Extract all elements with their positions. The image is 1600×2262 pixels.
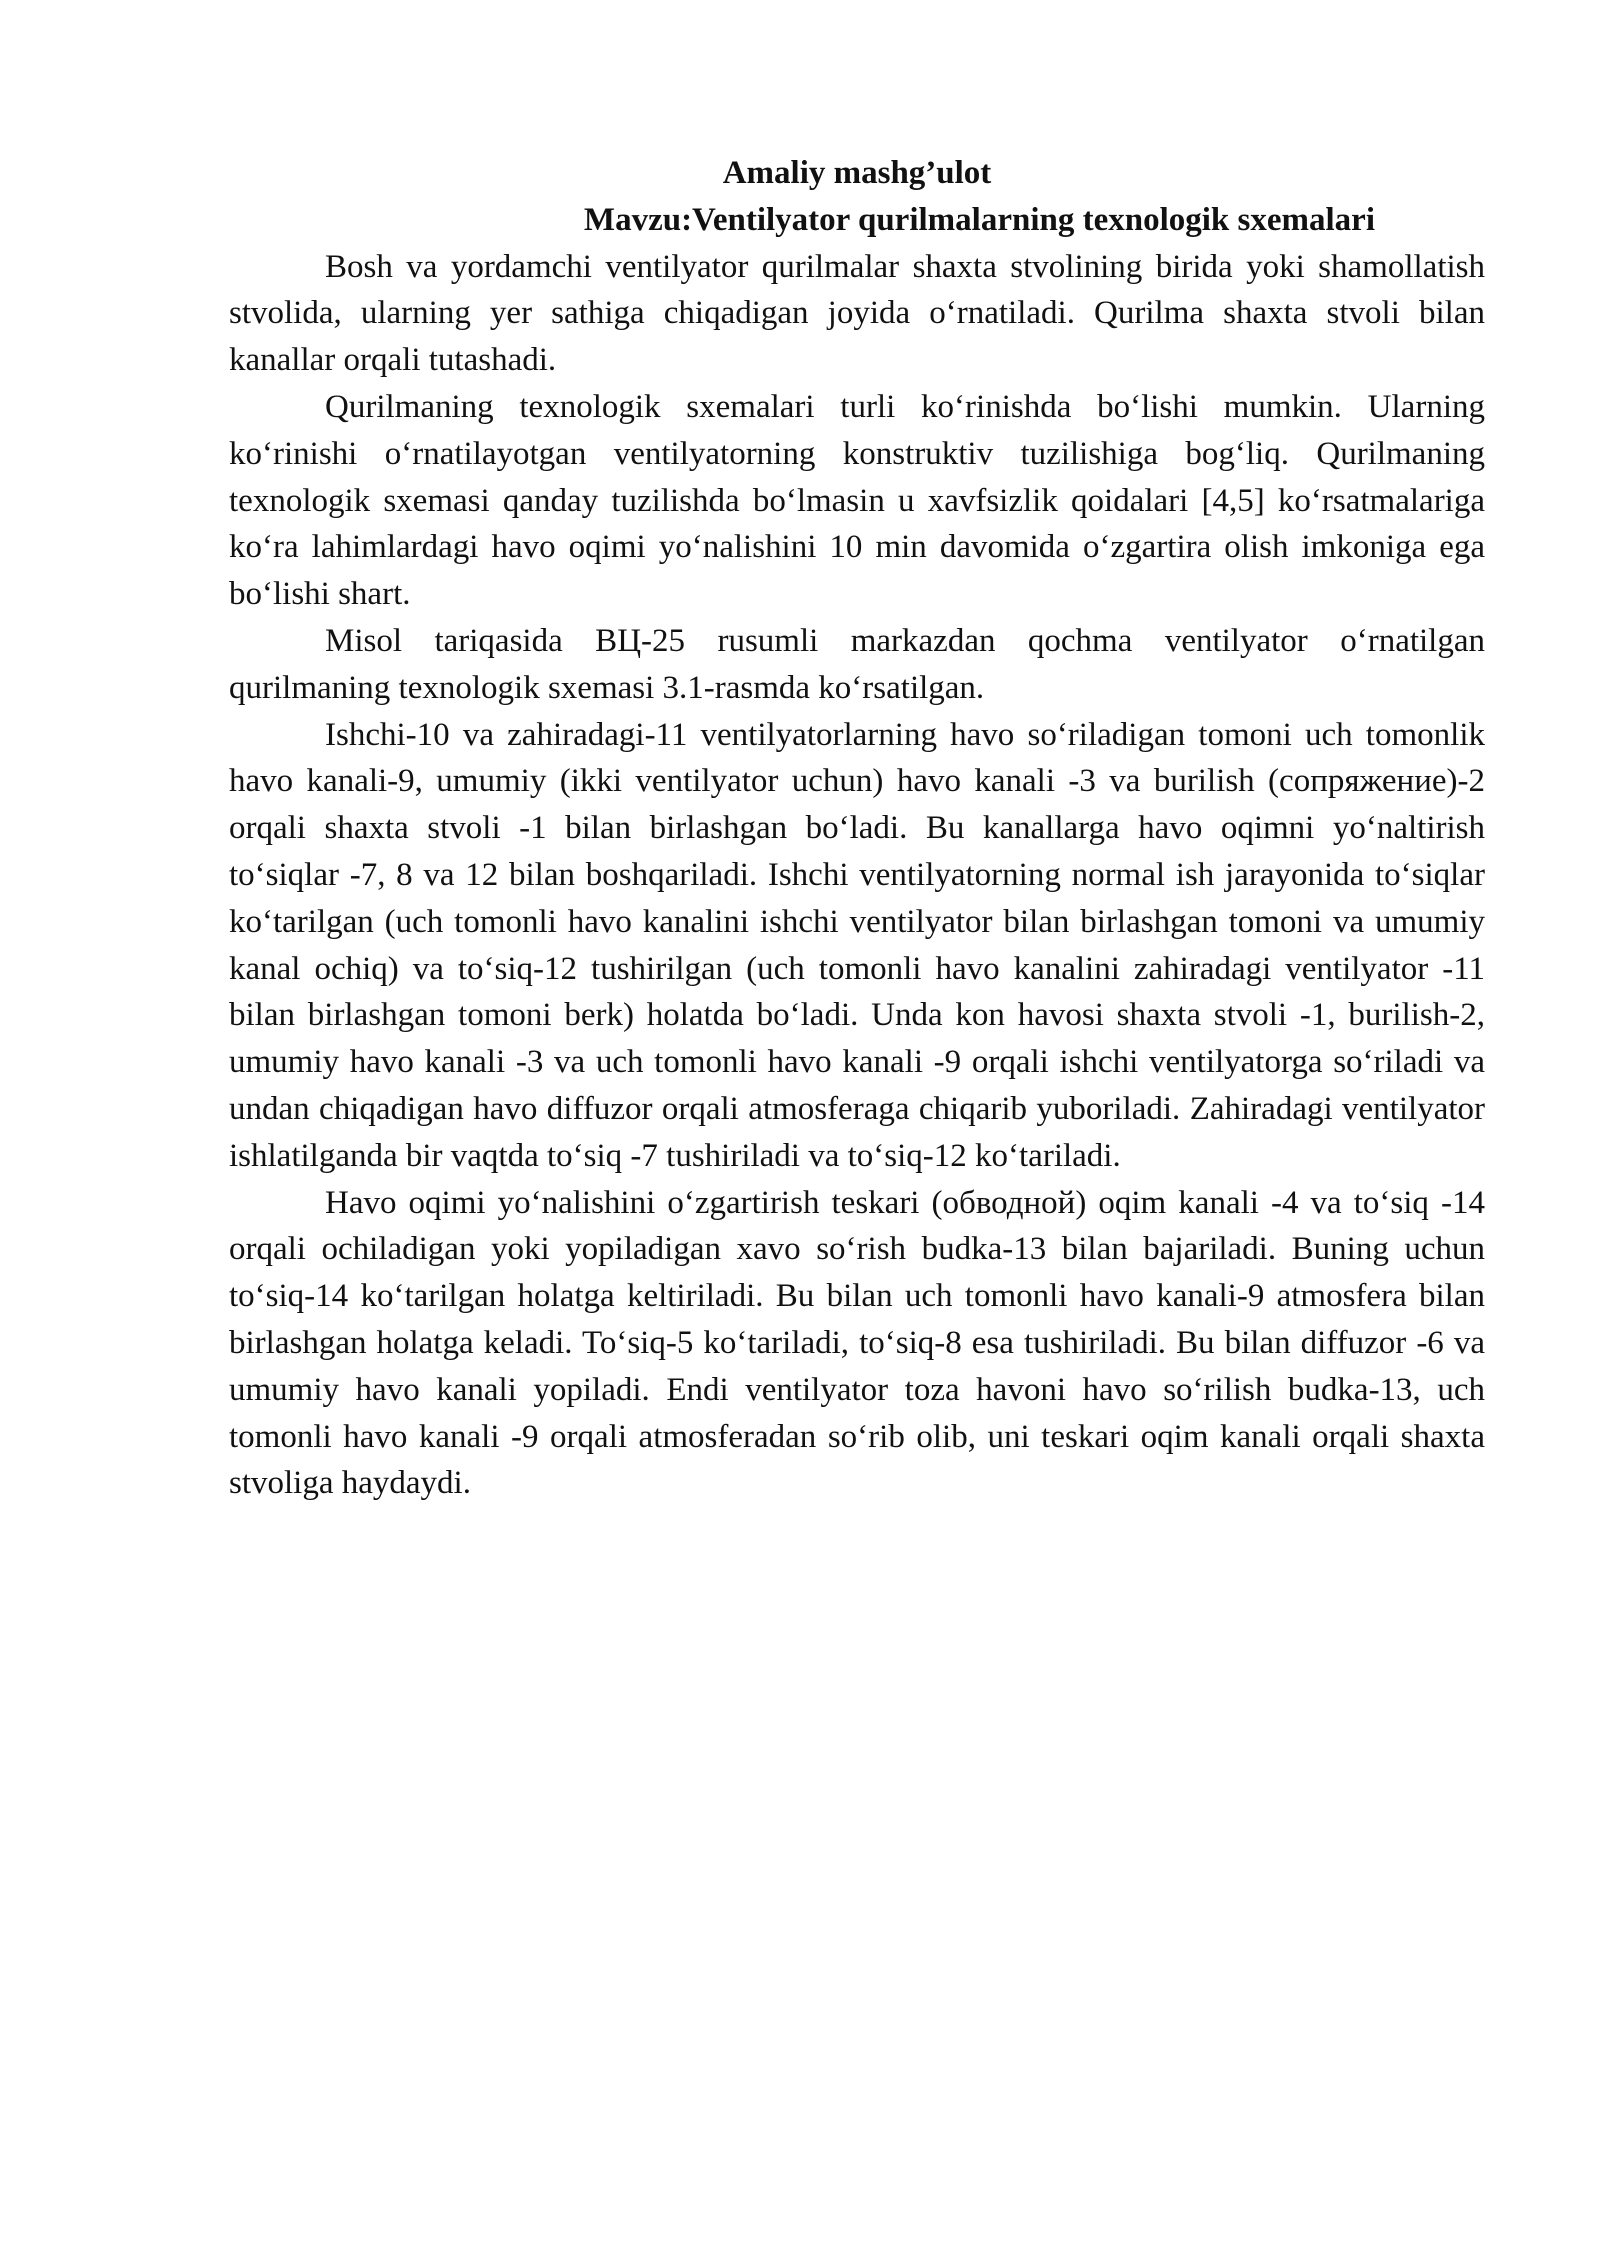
paragraph: Ishchi-10 va zahiradagi-11 ventilyatorlarning havo so‘riladigan tomoni uch tomonlik havo kanali-9, umumiy (ikki ventilyator uchun) havo kanali -3 va burilish (сопряжение)-2 orqali shaxta stvoli -1 bilan birlashgan bo‘ladi. Bu kanallarga havo oqimni yo‘naltirish to‘siqlar -7, 8 va 12 bilan boshqariladi. Ishchi ventilyatorning normal ish jarayonida to‘siqlar ko‘tarilgan (uch tomonli havo kanalini ishchi ventilyator bilan birlashgan tomoni va umumiy kanal ochiq) va to‘siq-12 tushirilgan (uch tomonli havo kanalini zahiradagi ventilyator -11 bilan birlashgan tomoni berk) holatda bo‘ladi. Unda kon havosi shaxta stvoli -1, burilish-2, umumiy havo kanali -3 va uch tomonli havo kanali -9 orqali ishchi ventilyatorga so‘riladi va undan chiqadigan havo diffuzor orqali atmosferaga chiqarib yuboriladi. Zahiradagi ventilyator ishlatilganda bir vaqtda to‘siq -7 tushiriladi va to‘siq-12 ko‘tariladi. [229, 716, 1485, 1174]
paragraph: Qurilmaning texnologik sxemalari turli ko‘rinishda bo‘lishi mumkin. Ularning ko‘rinishi o‘rnatilayotgan ventilyatorning konstruktiv tuzilishiga bog‘liq. Qurilmaning texnologik sxemasi qanday tuzilishda bo‘lmasin u xavfsizlik qoidalari [4,5] ko‘rsatmalariga ko‘ra lahimlardagi havo oqimi yo‘nalishini 10 min davomida o‘zgartira olish imkoniga ega bo‘lishi shart. [229, 388, 1485, 613]
paragraph: Havo oqimi yo‘nalishini o‘zgartirish teskari (обводной) oqim kanali -4 va to‘siq -14 orqali ochiladigan yoki yopiladigan xavo so‘rish budka-13 bilan bajariladi. Buning uchun to‘siq-14 ko‘tarilgan holatga keltiriladi. Bu bilan uch tomonli havo kanali-9 atmosfera bilan birlashgan holatga keladi. To‘siq-5 ko‘tariladi, to‘siq-8 esa tushiriladi. Bu bilan diffuzor -6 va umumiy havo kanali yopiladi. Endi ventilyator toza havoni havo so‘rilish budka-13, uch tomonli havo kanali -9 orqali atmosferadan so‘rib olib, uni teskari oqim kanali orqali shaxta stvoliga haydaydi. [229, 1184, 1485, 1502]
paragraph: Bosh va yordamchi ventilyator qurilmalar shaxta stvolining birida yoki shamollatish stvolida, ularning yer sathiga chiqadigan joyida o‘rnatiladi. Qurilma shaxta stvoli bilan kanallar orqali tutashadi. [229, 248, 1485, 379]
document-heading: Amaliy mashg’ulot [722, 155, 992, 191]
paragraph: Misol tariqasida ВЦ-25 rusumli markazdan qochma ventilyator o‘rnatilgan qurilmaning texnologik sxemasi 3.1-rasmda ko‘rsatilgan. [229, 622, 1485, 706]
document-body [229, 150, 1485, 1507]
document-subheading: Mavzu:Ventilyator qurilmalarning texnologik sxemalari [583, 201, 1375, 238]
